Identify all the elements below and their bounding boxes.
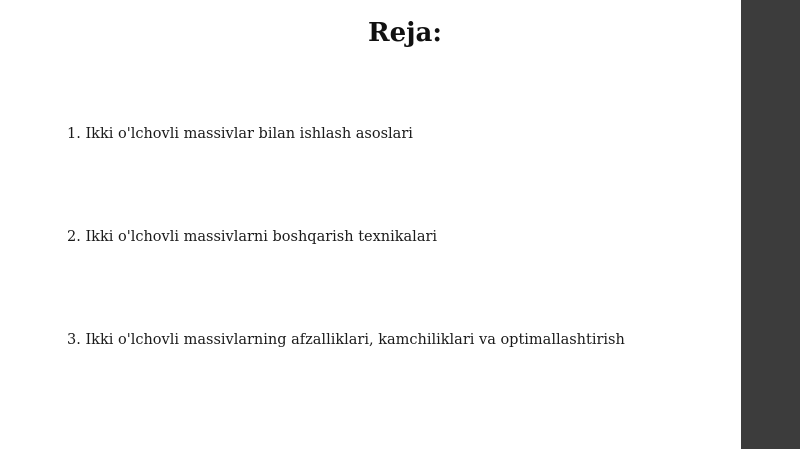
plan-item-1: 1. Ikki o'lchovli massivlar bilan ishlash asoslari [67, 126, 413, 142]
slide-title: Reja: [367, 18, 442, 48]
side-panel [741, 0, 800, 449]
plan-item-2: 2. Ikki o'lchovli massivlarni boshqarish texnikalari [67, 229, 438, 245]
plan-item-3: 3. Ikki o'lchovli massivlarning afzalliklari, kamchiliklari va optimallashtirish [67, 332, 625, 348]
